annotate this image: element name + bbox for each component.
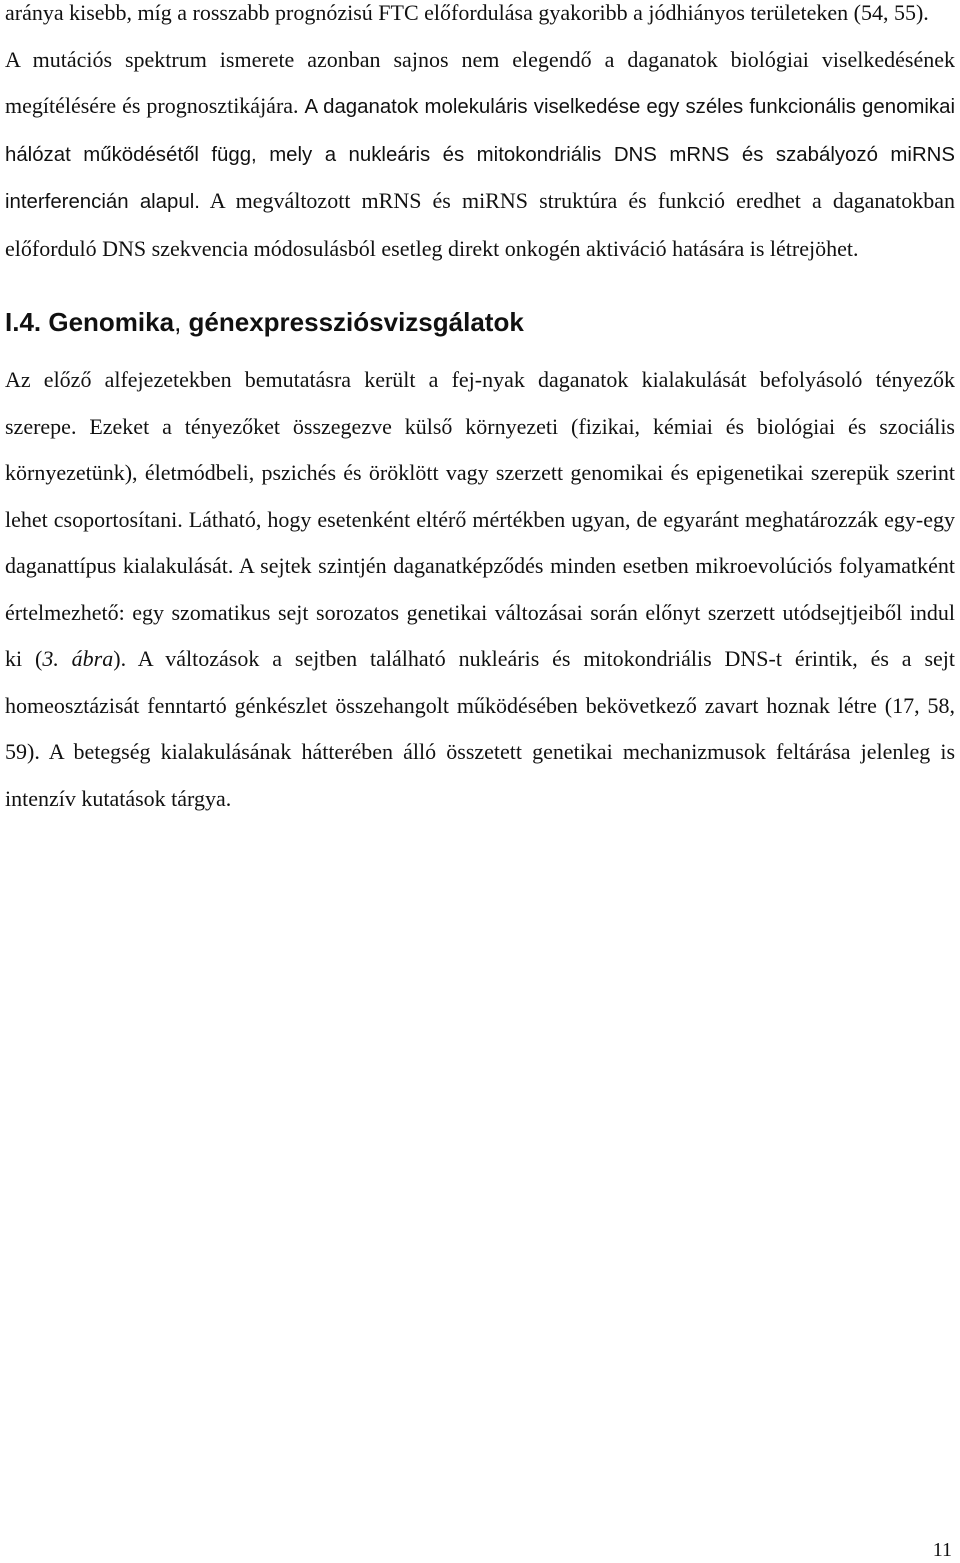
paragraph-genomics-text: Az előző alfejezetekben bemutatásra került a fej-nyak daganatok kialakulását befolyásoló tényezők szerepe. Ezeket a tényezőket összegezve külső környezeti (fizikai, kémiai és biológiai és szociális környezetünk), életmódbeli, pszichés és öröklött vagy szerzett genomikai és epigenetikai szerepük szerint lehet csoportosítani. Látható, hogy esetenként eltérő mértékben ugyan, de egyaránt meghatározzák egy-egy daganattípus kialakulását. A sejtek szintjén daganatképződés minden esetben mikroevolúciós folyamatként értelmezhető: egy szomatikus sejt sorozatos genetikai változásai során előnyt szerzett utódsejtjeiből indul ki (: [5, 367, 955, 671]
figure-reference[interactable]: 3. ábra: [42, 646, 114, 671]
section-title-genomika: Genomika: [48, 307, 175, 337]
paragraph-genomics-text-2: ). A változások a sejtben található nukleáris és mitokondriális DNS-t érintik, és a sejt homeosztázisát fenntartó génkészlet összehangolt működésében bekövetkező zavart hoznak létre (17, 58, 59). A betegség kialakulásának hátterében álló összetett genetikai mechanizmusok feltárása jelenleg is intenzív kutatások tárgya.: [5, 646, 955, 811]
paragraph-text-serif: A mutációs spektrum ismerete azonban sajnos nem elegendő a daganatok biológiai viselkedésének megítélésére és prognosztikájára.: [5, 46, 955, 118]
section-heading: [5, 299, 955, 345]
section-title-comma: ,: [174, 307, 189, 337]
paragraph-continuation-text: aránya kisebb, míg a rosszabb prognózisú FTC előfordulása gyakoribb a jódhiányos területeken (54, 55).: [5, 0, 929, 25]
paragraph-text-serif-2: A megváltozott mRNS és miRNS struktúra és funkció eredhet a daganatokban előforduló DNS szekvencia módosulásból esetleg direkt onkogén aktiváció hatására is létrejöhet.: [5, 188, 955, 261]
paragraph-genomics: [5, 357, 955, 822]
paragraph-mutation-spectrum: [5, 37, 955, 273]
section-number: I.4.: [5, 307, 49, 337]
paragraph-text-sans: A daganatok molekuláris viselkedése egy széles funkcionális genomikai hálózat működésétől függ, mely a nukleáris és mitokondriális DNS mRNS és szabályozó miRNS interferencián alapul.: [5, 96, 955, 213]
paragraph-continuation: [5, 0, 955, 37]
page-number: 11: [932, 1539, 952, 1561]
section-title-genexpression: génexpressziósvizsgálatok: [188, 307, 524, 337]
document-page: [5, 0, 955, 822]
